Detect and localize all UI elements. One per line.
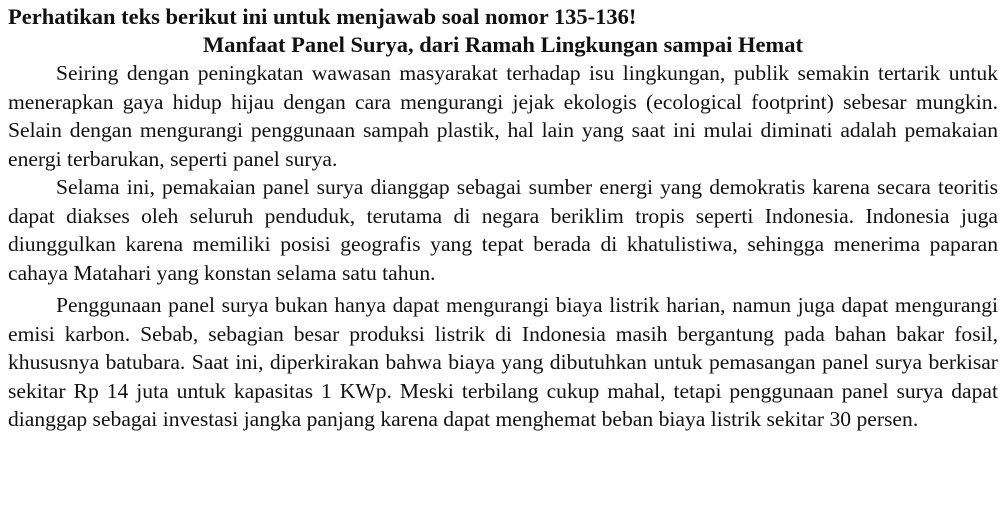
article-title: Manfaat Panel Surya, dari Ramah Lingkungan sampai Hemat [202, 32, 804, 57]
paragraph-2: Selama ini, pemakaian panel surya dianggap sebagai sumber energi yang demokratis karena secara teoritis dapat diakses oleh seluruh penduduk, terutama di negara beriklim tropis seperti Indonesia. Indonesia juga diunggulkan karena memiliki posisi geografis yang tepat berada di khatulistiwa, sehingga menerima paparan cahaya Matahari yang konstan selama satu tahun. [8, 175, 998, 285]
question-instruction: Perhatikan teks berikut ini untuk menjawab soal nomor 135-136! [8, 4, 637, 29]
paragraph-1: Seiring dengan peningkatan wawasan masyarakat terhadap isu lingkungan, publik semakin tertarik untuk menerapkan gaya hidup hijau dengan cara mengurangi jejak ekologis (ecological footprint) sebesar mungkin. Selain dengan mengurangi penggunaan sampah plastik, hal lain yang saat ini mulai diminati adalah pemakaian energi terbarukan, seperti panel surya. [8, 61, 998, 171]
paragraph-3: Penggunaan panel surya bukan hanya dapat mengurangi biaya listrik harian, namun juga dapat mengurangi emisi karbon. Sebab, sebagian besar produksi listrik di Indonesia masih bergantung pada bahan bakar fosil, khususnya batubara. Saat ini, diperkirakan bahwa biaya yang dibutuhkan untuk pemasangan panel surya berkisar sekitar Rp 14 juta untuk kapasitas 1 KWp. Meski terbilang cukup mahal, tetapi penggunaan panel surya dapat dianggap sebagai investasi jangka panjang karena dapat menghemat beban biaya listrik sekitar 30 persen. [8, 293, 998, 431]
